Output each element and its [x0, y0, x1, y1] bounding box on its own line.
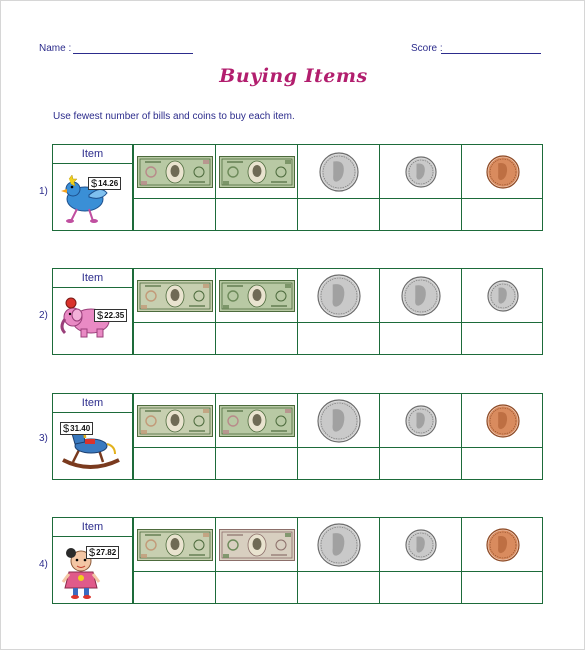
price-tag [94, 309, 127, 322]
dollar-sign: $ [89, 547, 96, 559]
problem-number: 2) [39, 310, 48, 321]
money-grid [133, 393, 543, 480]
quarter-icon [379, 269, 461, 322]
money-grid [133, 144, 543, 231]
dime-icon [379, 518, 461, 571]
dime-icon [379, 145, 461, 198]
problem-4 [1, 517, 585, 607]
ten-dollar-bill-icon [215, 394, 297, 447]
twenty-dollar-bill-icon [133, 518, 215, 571]
penny-icon [461, 394, 543, 447]
dime-icon [461, 269, 543, 322]
answer-cell[interactable] [379, 322, 461, 354]
price-tag [88, 177, 121, 190]
answer-cell[interactable] [215, 198, 297, 230]
twenty-dollar-bill-icon [133, 269, 215, 322]
half-dollar-icon [297, 269, 379, 322]
quarter-icon [297, 145, 379, 198]
price-value: 14.26 [98, 179, 119, 188]
answer-cell[interactable] [461, 447, 543, 479]
answer-cell[interactable] [297, 198, 379, 230]
one-dollar-bill-icon [215, 269, 297, 322]
dime-icon [379, 394, 461, 447]
half-dollar-icon [297, 518, 379, 571]
answer-cell[interactable] [461, 571, 543, 603]
five-dollar-bill-icon [215, 518, 297, 571]
item-header: Item [53, 518, 132, 537]
answer-cell[interactable] [215, 447, 297, 479]
item-box [52, 144, 133, 231]
worksheet-title: Buying Items [219, 65, 368, 87]
answer-cell[interactable] [297, 447, 379, 479]
elephant-toy-image [59, 297, 119, 350]
money-grid [133, 517, 543, 604]
answer-cell[interactable] [215, 322, 297, 354]
problem-2 [1, 268, 585, 358]
problem-3 [1, 393, 585, 483]
answer-cell[interactable] [133, 571, 215, 603]
problem-number: 1) [39, 186, 48, 197]
item-box [52, 517, 133, 604]
problem-number: 4) [39, 559, 48, 570]
twenty-dollar-bill-icon [133, 394, 215, 447]
answer-cell[interactable] [379, 447, 461, 479]
penny-icon [461, 145, 543, 198]
dollar-sign: $ [63, 423, 70, 435]
answer-cell[interactable] [297, 322, 379, 354]
score-label: Score : [411, 43, 443, 54]
answer-cell[interactable] [133, 322, 215, 354]
answer-cell[interactable] [297, 571, 379, 603]
problem-1 [1, 144, 585, 234]
answer-cell[interactable] [379, 571, 461, 603]
answer-cell[interactable] [379, 198, 461, 230]
penny-icon [461, 518, 543, 571]
half-dollar-icon [297, 394, 379, 447]
ten-dollar-bill-icon [133, 145, 215, 198]
answer-cell[interactable] [461, 322, 543, 354]
name-label: Name : [39, 43, 72, 54]
price-value: 22.35 [104, 311, 125, 320]
price-value: 27.82 [96, 548, 117, 557]
score-line[interactable] [441, 53, 541, 54]
name-line[interactable] [73, 53, 193, 54]
dollar-sign: $ [97, 310, 104, 322]
answer-cell[interactable] [133, 447, 215, 479]
price-tag [60, 422, 93, 435]
answer-cell[interactable] [215, 571, 297, 603]
answer-cell[interactable] [461, 198, 543, 230]
item-box [52, 393, 133, 480]
money-grid [133, 268, 543, 355]
two-dollar-bill-icon [215, 145, 297, 198]
price-tag [86, 546, 119, 559]
problem-number: 3) [39, 433, 48, 444]
item-header: Item [53, 145, 132, 164]
item-header: Item [53, 269, 132, 288]
dollar-sign: $ [91, 178, 98, 190]
answer-cell[interactable] [133, 198, 215, 230]
instructions: Use fewest number of bills and coins to buy each item. [53, 111, 295, 122]
item-header: Item [53, 394, 132, 413]
item-box [52, 268, 133, 355]
price-value: 31.40 [70, 424, 91, 433]
